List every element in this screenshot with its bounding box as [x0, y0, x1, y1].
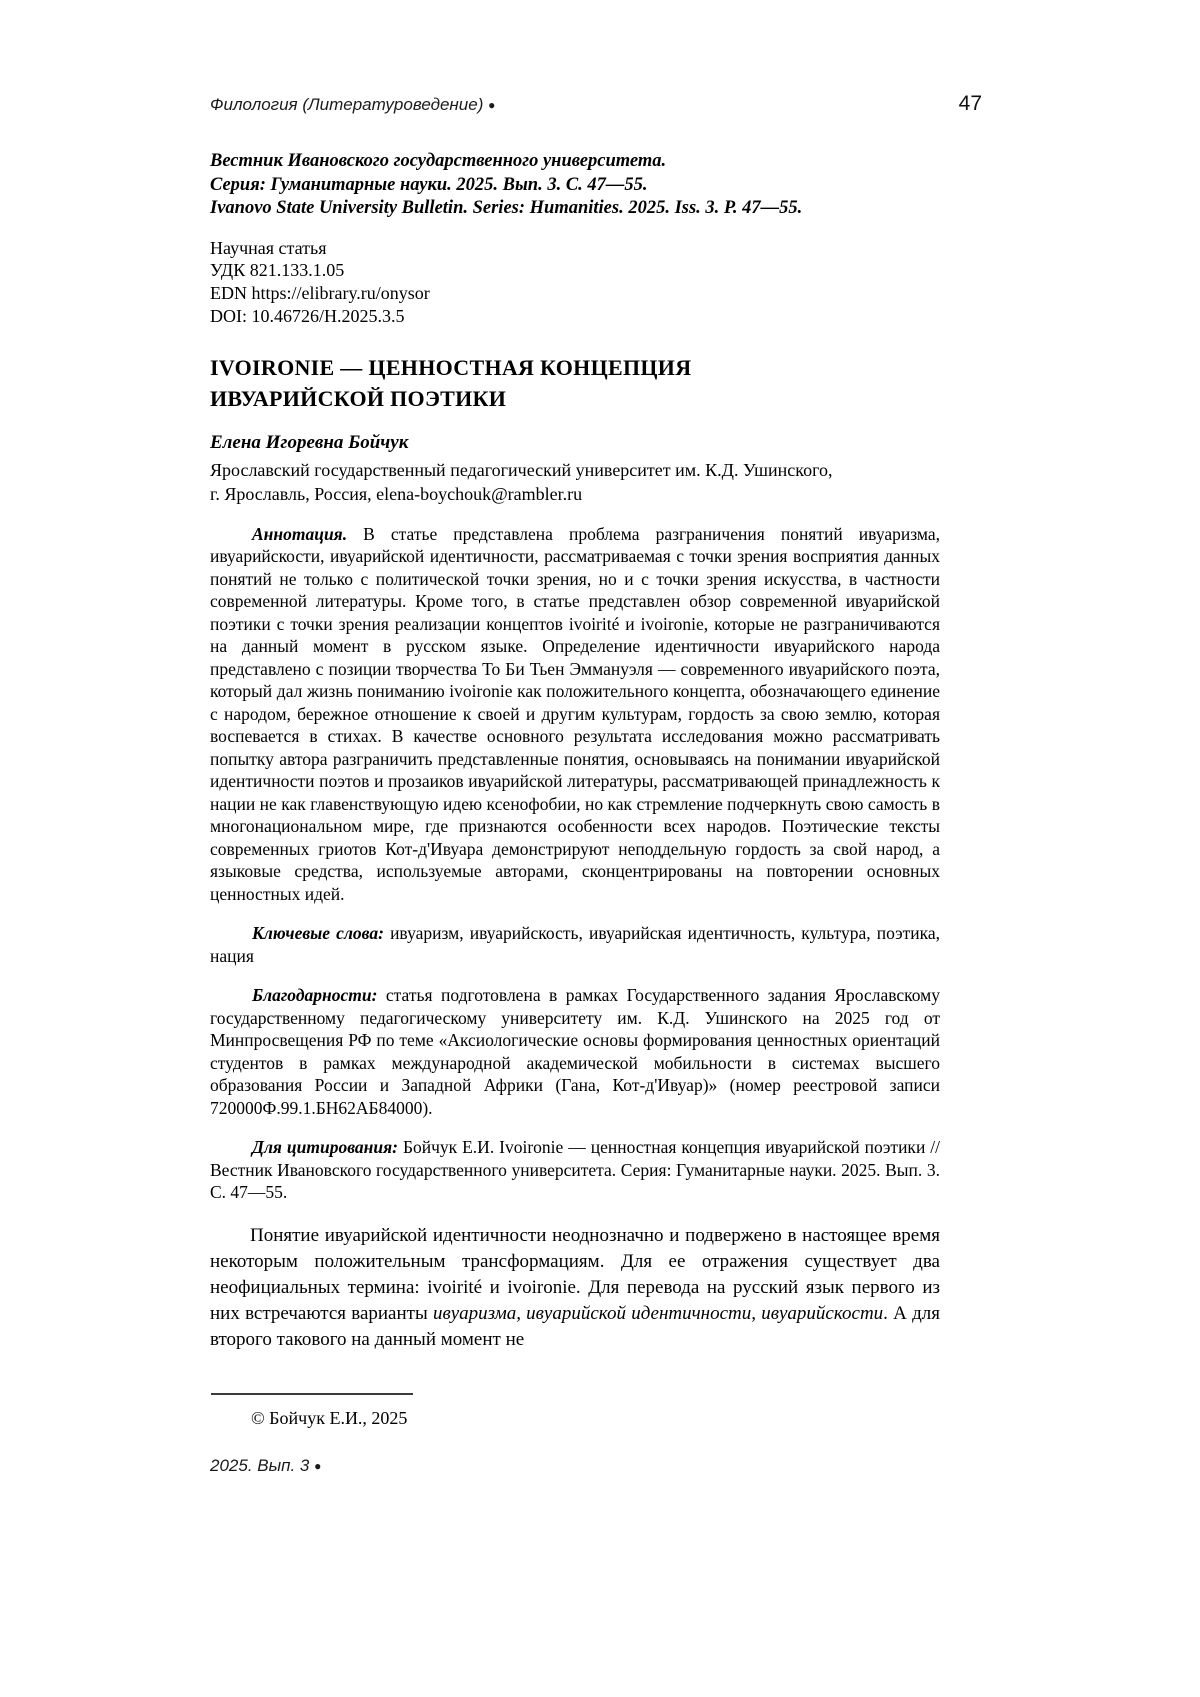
doi-number: DOI: 10.46726/H.2025.3.5: [210, 305, 405, 326]
article-content: [210, 150, 940, 1353]
abstract-label: Аннотация.: [252, 523, 348, 544]
citation-text: Бойчук Е.И. Ivoironie — ценностная концепция ивуарийской поэтики // Вестник Ивановского государственного университета. Серия: Гуманитарные науки. 2025. Вып. 3. С. 47—55.: [210, 1137, 940, 1203]
body-text-part-1: Понятие ивуарийской идентичности неоднозначно и подвержено в настоящее время некоторым положительным трансформациям. Для ее отражения существует два неофициальных термина: ivoirité и ivoironie. Для перевода на русский язык первого из них встречаются варианты: [210, 1224, 940, 1324]
running-head-section: [210, 95, 495, 115]
article-type: Научная статья: [210, 237, 327, 258]
copyright-footnote: © Бойчук Е.И., 2025: [251, 1408, 408, 1428]
author-affiliation: [210, 458, 940, 506]
body-text-part-2: . А для второго такового на данный момент не: [210, 1302, 940, 1350]
keywords-paragraph: [210, 922, 940, 967]
citation-label: Для цитирования:: [252, 1137, 398, 1158]
affiliation-line-2: г. Ярославль, Россия, elena-boychouk@rambler.ru: [210, 483, 583, 504]
udc-number: УДК 821.133.1.05: [210, 260, 345, 281]
article-meta: [210, 237, 940, 328]
edn-link-text: EDN https://elibrary.ru/onysor: [210, 283, 430, 304]
bullet-icon: ●: [314, 1459, 322, 1473]
acknowledgments-label: Благодарности:: [252, 985, 378, 1006]
acknowledgments-text: статья подготовлена в рамках Государственного задания Ярославскому государственному педагогическому университету им. К.Д. Ушинского на 2025 год от Минпросвещения РФ по теме «Аксиологические основы формирования ценностных ориентаций студентов в рамках международной академической мобильности в системах высшего образования России и Западной Африки (Гана, Кот-д'Ивуар)» (номер реестровой записи 720000Ф.99.1.БН62АБ84000).: [210, 985, 940, 1118]
author-name: Елена Игоревна Бойчук: [210, 431, 409, 453]
footer-issue-label: 2025. Вып. 3: [210, 1456, 310, 1475]
affiliation-line-1: Ярославский государственный педагогический университет им. К.Д. Ушинского,: [210, 459, 833, 480]
body-text-italic-terms: ивуаризма, ивуарийской идентичности, ивуарийскости: [432, 1302, 884, 1324]
keywords-text: ивуаризм, ивуарийскость, ивуарийская идентичность, культура, поэтика, нация: [210, 923, 940, 966]
abstract-paragraph: [210, 523, 940, 906]
running-head-label: Филология (Литературоведение): [210, 95, 484, 114]
journal-reference: [210, 150, 940, 221]
bullet-icon: ●: [488, 98, 496, 112]
journal-line-en: Ivanovo State University Bulletin. Series: Humanities. 2025. Iss. 3. P. 47—55.: [210, 198, 803, 218]
journal-line-ru-2: Серия: Гуманитарные науки. 2025. Вып. 3. С. 47—55.: [210, 174, 648, 195]
acknowledgments-paragraph: [210, 984, 940, 1119]
abstract-text: В статье представлена проблема разграничения понятий ивуаризма, ивуарийскости, ивуарийской идентичности, рассматриваемая с точки зрения восприятия данных понятий не только с политической точки зрения, но и с точки зрения искусства, в частности современной литературы. Кроме того, в статье представлен обзор современной ивуарийской поэтики с точки зрения реализации концептов ivoirité и ivoironie, которые не разграничиваются на данный момент в русском языке. Определение идентичности ивуарийского народа представлено с позиции творчества То Би Тьен Эммануэля — современного ивуарийского поэта, который дал жизнь пониманию ivoironie как положительного концепта, обозначающего единение с народом, бережное отношение к своей и другим культурам, гордость за свою землю, которая воспевается в стихах. В качестве основного результата исследования можно рассматривать попытку автора разграничить представленные понятия, основываясь на понимании ивуарийской идентичности поэтов и прозаиков ивуарийской литературы, рассматривающей принадлежность к нации не как главенствующую идею ксенофобии, но как стремление подчеркнуть свою самость в многонациональном мире, где признаются особенности всех народов. Поэтические тексты современных гриотов Кот-д'Ивуара демонстрируют неподдельную гордость за свой народ, а языковые средства, используемые авторами, сконцентрированы на повторении основных ценностных идей.: [210, 523, 940, 904]
citation-paragraph: [210, 1136, 940, 1204]
article-title-line-1: IVOIRONIE — ЦЕННОСТНАЯ КОНЦЕПЦИЯ: [210, 354, 692, 380]
keywords-label: Ключевые слова:: [252, 923, 384, 944]
page-footer: [210, 1456, 321, 1476]
article-title-line-2: ИВУАРИЙСКОЙ ПОЭТИКИ: [210, 385, 507, 411]
footnote-separator: [211, 1393, 413, 1395]
journal-line-ru-1: Вестник Ивановского государственного университета.: [210, 151, 667, 171]
body-paragraph: [210, 1223, 940, 1353]
article-title: [210, 352, 940, 414]
running-head: [210, 92, 982, 116]
page-number: 47: [958, 92, 982, 115]
